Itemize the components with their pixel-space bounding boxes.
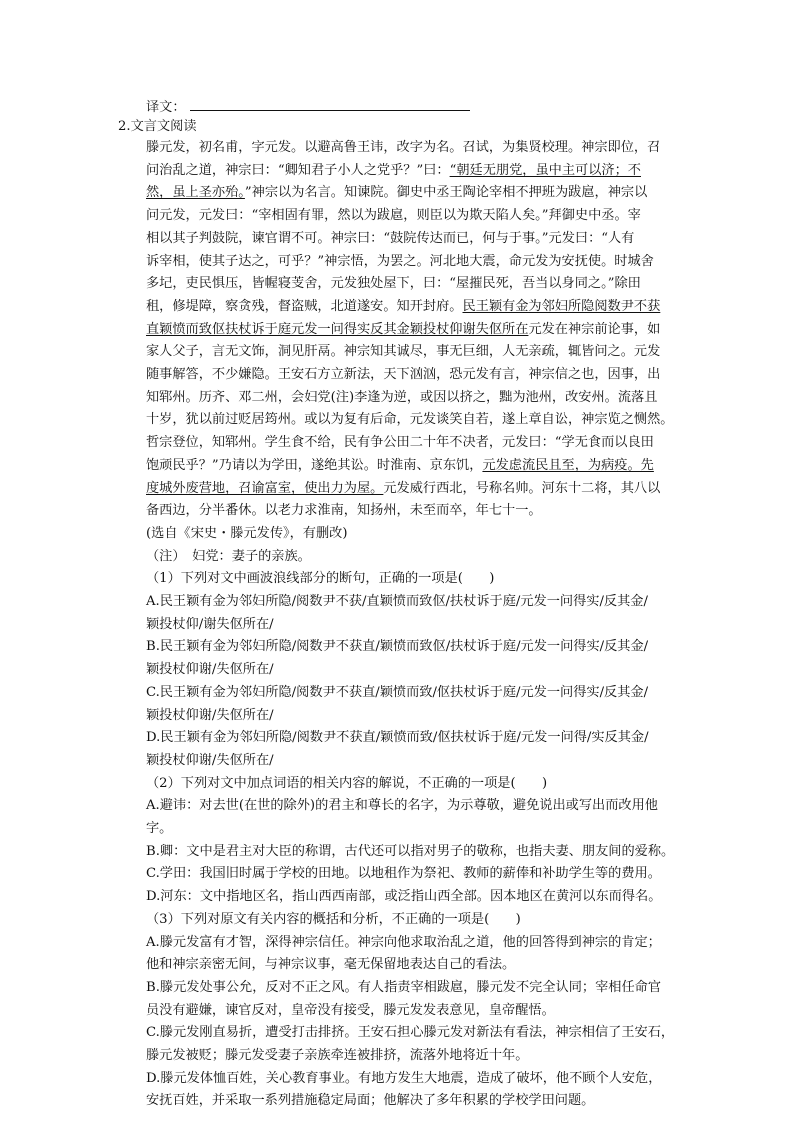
passage-line	[146, 390, 666, 406]
option-line: A.避讳：对去世(在世的除外)的君主和尊长的名字，为示尊敬，避免说出或写出而改用他	[146, 798, 658, 814]
passage-line	[146, 481, 666, 497]
option-line: A.滕元发富有才智，深得神宗信任。神宗向他求取治乱之道，他的回答得到神宗的肯定；	[146, 934, 661, 950]
passage-text: 多圮，吏民惧压，皆幄寝芰舍，元发独处屋下，曰：“屋摧民死，吾当以身同之。”除田	[146, 276, 641, 292]
option-continuation: 字。	[146, 821, 173, 836]
underlined-text: 度城外废营地，召谕富室，使出力为屋。	[146, 480, 384, 496]
underlined-text: 然，虽上圣亦殆。	[146, 185, 245, 201]
passage-text: 租，修堤障，察贪残，督盗贼，北道遂安。知开封府。	[146, 298, 463, 314]
question-stem: （3）下列对原文有关内容的概括和分析，不正确的一项是( )	[146, 911, 521, 927]
passage-line	[146, 322, 666, 338]
passage-line	[146, 185, 666, 201]
translation-blank	[190, 98, 470, 111]
option-line: C.民王颖有金为邻妇所隐/阅数尹不获直/颖愤而致/伛扶杖诉于庭/元发一问得实/反其金/	[146, 684, 649, 700]
option-line: D.民王颖有金为邻妇所隐/阅数尹不获直/颖愤而致/伛扶杖诉于庭/元发一问得/实反其金/	[146, 730, 649, 746]
option-continuation: 颖投杖仰谢/失伛所在/	[146, 662, 274, 678]
passage-text: 诉宰相，使其子达之，可乎？”神宗悟，为罢之。河北地大震，命元发为安抚使。时城舍	[146, 253, 654, 269]
passage-text: 元发威行西北，号称名帅。河东十二将，其八以	[383, 480, 661, 496]
underlined-text: “朝廷无朋党，虽中主可以济；不	[449, 162, 641, 178]
source-line: (选自《宋史・滕元发传》，有删改)	[146, 525, 348, 541]
passage-text: 元发在神宗前论事，如	[528, 321, 661, 337]
passage-line	[146, 276, 666, 292]
underlined-text: 直颖愤而致伛扶杖诉于庭元发一问得实反其金颖投杖仰谢失伛所在	[146, 321, 529, 337]
passage-text: 滕元发，初名甫，字元发。以避高鲁王讳，改字为名。召试，为集贤校理。神宗即位，召	[146, 140, 661, 155]
passage-text: 哲宗登位，知郓州。学生食不给，民有争公田二十年不决者，元发曰：“学无食而以良田	[146, 435, 654, 451]
underlined-text: 民王颖有金为邻妇所隐阅数尹不获	[462, 298, 661, 314]
option-continuation: 他和神宗亲密无间，与神宗议事，毫无保留地表达自己的看法。	[146, 957, 516, 973]
option-line: C.学田：我国旧时属于学校的田地。以地租作为祭祀、教师的薪俸和补助学生等的费用。	[146, 866, 661, 882]
passage-text: 备西边，分半番休。以老力求淮南，知扬州，未至而卒，年七十一。	[146, 503, 542, 519]
option-continuation: 颖投杖仰/谢失伛所在/	[146, 616, 274, 632]
underlined-text: 元发虑流民且至，为病疫。先	[482, 457, 654, 473]
passage-line	[146, 231, 666, 247]
passage-line	[146, 163, 666, 179]
note-line: （注） 妇党：妻子的亲族。	[146, 548, 311, 564]
passage-line	[146, 254, 666, 270]
translation-label: 译文：	[146, 100, 186, 115]
passage-text: 问元发，元发曰：“宰相固有罪，然以为跋扈，则臣以为欺天陷人矣。”拜御史中丞。宰	[146, 208, 641, 224]
passage-text: 随事解答，不少嫌隐。王安石方立新法，天下汹汹，恐元发有言，神宗信之也，因事，出	[146, 367, 661, 382]
passage-line	[146, 344, 666, 360]
passage-line	[146, 412, 674, 428]
passage-text: 相以其子判鼓院，谏官谓不可。神宗曰：“鼓院传达而已，何与于事。”元发曰：“人有	[146, 230, 635, 246]
option-continuation: 滕元发被贬；滕元发受妻子亲族牵连被排挤，流落外地将近十年。	[146, 1048, 529, 1063]
option-line: B.民王颖有金为邻妇所隐/阅数尹不获直/颖愤而致伛/扶杖诉于庭/元发一问得实/反其金/	[146, 639, 649, 655]
passage-text: 知郓州。历齐、邓二州，会妇党(注)李逢为逆，或因以挤之，黜为池州，改安州。流落且	[146, 389, 658, 405]
passage-line	[146, 140, 666, 156]
option-continuation: 员没有避嫌，谏官反对，皇帝没有接受，滕元发发表意见，皇帝醒悟。	[146, 1002, 555, 1018]
option-line: B.卿：文中是君主对大臣的称谓，古代还可以指对男子的敬称，也指夫妻、朋友间的爱称。	[146, 843, 675, 859]
option-line: C.滕元发刚直易折，遭受打击排挤。王安石担心滕元发对新法有看法，神宗相信了王安石，	[146, 1025, 675, 1041]
option-line: B.滕元发处事公允，反对不正之风。有人指责宰相跋扈，滕元发不完全认同；宰相任命官	[146, 979, 662, 995]
passage-line	[146, 367, 666, 383]
passage-text: ”神宗以为名言。知谏院。御史中丞王陶论宰相不押班为跋扈，神宗以	[244, 185, 648, 201]
option-line: A.民王颖有金为邻妇所隐/阅数尹不获/直颖愤而致伛/扶杖诉于庭/元发一问得实/反其金/	[146, 594, 648, 609]
question-stem: （1）下列对文中画波浪线部分的断句，正确的一项是( )	[146, 571, 495, 587]
passage-line	[146, 458, 666, 474]
passage-text: 家人父子，言无文饰，洞见肝鬲。神宗知其诚尽，事无巨细，人无亲疏，辄皆问之。元发	[146, 344, 661, 360]
passage-text: 饱顽民乎？”乃请以为学田，遂绝其讼。时淮南、京东饥，	[146, 457, 483, 473]
passage-text: 问治乱之道，神宗曰：“卿知君子小人之党乎？”曰：	[146, 162, 450, 178]
passage-line	[146, 208, 666, 224]
option-line: D.河东：文中指地区名，指山西西南部，或泛指山西全部。因本地区在黄河以东而得名。	[146, 889, 662, 905]
passage-line	[146, 503, 666, 519]
section-title: 2.文言文阅读	[118, 119, 197, 134]
option-continuation: 安抚百姓，并采取一系列措施稳定局面；他解决了多年积累的学校学田问题。	[146, 1093, 595, 1109]
passage-text: 十岁，犹以前过贬居筠州。或以为复有后命，元发谈笑自若，遂上章自讼，神宗览之恻然。	[146, 412, 674, 428]
question-stem: （2）下列对文中加点词语的相关内容的解说，不正确的一项是( )	[146, 775, 548, 791]
translation-line	[146, 98, 666, 116]
passage-line	[146, 435, 666, 451]
passage-line	[146, 299, 666, 315]
option-line: D.滕元发体恤百姓，关心教育事业。有地方发生大地震，造成了破坏，他不顾个人安危，	[146, 1070, 662, 1086]
option-continuation: 颖投杖仰谢/失伛所在/	[146, 707, 274, 723]
option-continuation: 颖投杖仰谢/失伛所在/	[146, 752, 274, 768]
